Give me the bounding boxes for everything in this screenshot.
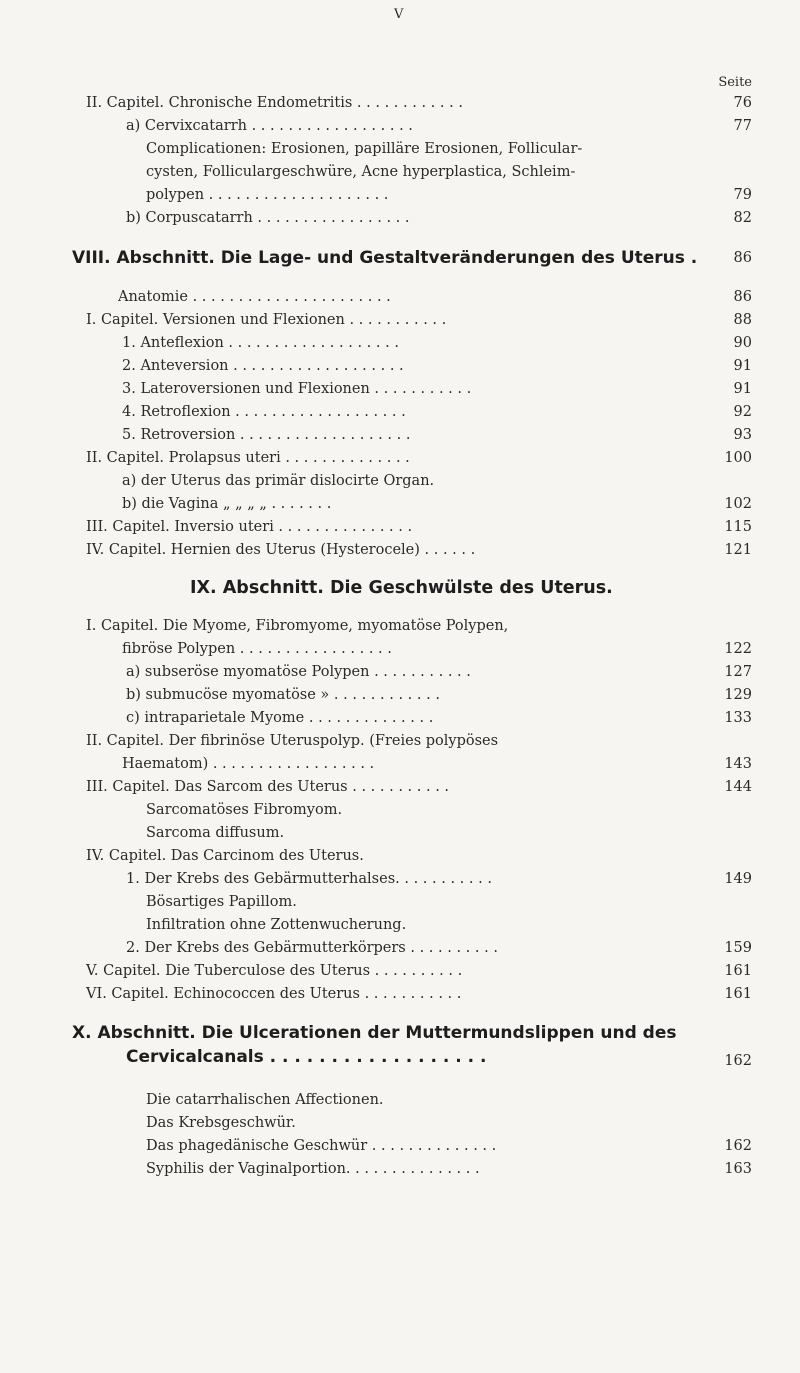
section-heading: VIII. Abschnitt. Die Lage- und Gestaltveränderungen des Uterus .	[72, 248, 698, 268]
toc-entry: III. Capitel. Inversio uteri . . . . . . . . . . . . . . .	[86, 519, 413, 535]
toc-entry: 2. Der Krebs des Gebärmutterkörpers . . . . . . . . . .	[126, 940, 498, 956]
toc-page-ref: 86	[733, 250, 752, 266]
toc-entry: b) die Vagina „ „ „ „ . . . . . . .	[122, 496, 332, 512]
toc-page-ref: 144	[724, 779, 752, 795]
toc-entry: II. Capitel. Prolapsus uteri . . . . . . . . . . . . . .	[86, 450, 410, 466]
toc-page-ref: 161	[724, 963, 752, 979]
toc-page-ref: 88	[733, 312, 752, 328]
toc-entry: a) der Uterus das primär dislocirte Organ.	[122, 473, 435, 489]
toc-page-ref: 100	[724, 450, 752, 466]
toc-page-ref: 162	[724, 1053, 752, 1069]
toc-entry: a) Cervixcatarrh . . . . . . . . . . . . . . . . . .	[126, 118, 413, 134]
toc-page-ref: 122	[724, 641, 752, 657]
toc-page-ref: 159	[724, 940, 752, 956]
toc-entry: b) submucöse myomatöse » . . . . . . . . . . . .	[126, 687, 440, 703]
toc-entry: II. Capitel. Der fibrinöse Uteruspolyp. (Freies polypöses	[86, 733, 499, 749]
toc-entry: c) intraparietale Myome . . . . . . . . . . . . . .	[126, 710, 434, 726]
toc-entry: I. Capitel. Die Myome, Fibromyome, myomatöse Polypen,	[86, 618, 509, 634]
toc-page-ref: 92	[733, 404, 752, 420]
toc-page-ref: 129	[724, 687, 752, 703]
toc-entry: a) subseröse myomatöse Polypen . . . . . . . . . . .	[126, 664, 471, 680]
toc-page-ref: 133	[724, 710, 752, 726]
toc-page-ref: 91	[733, 381, 752, 397]
toc-entry: Sarcomatöses Fibromyom.	[146, 802, 343, 818]
seite-label: Seite	[718, 75, 752, 90]
toc-entry: 5. Retroversion . . . . . . . . . . . . . . . . . . .	[122, 427, 411, 443]
toc-entry: Syphilis der Vaginalportion. . . . . . . . . . . . . . .	[146, 1161, 480, 1177]
toc-page-ref: 102	[724, 496, 752, 512]
toc-entry: b) Corpuscatarrh . . . . . . . . . . . . . . . . .	[126, 210, 410, 226]
toc-page-ref: 76	[733, 95, 752, 111]
toc-page-ref: 121	[724, 542, 752, 558]
toc-entry: Bösartiges Papillom.	[146, 894, 297, 910]
toc-entry: VI. Capitel. Echinococcen des Uterus . . . . . . . . . . .	[86, 986, 462, 1002]
toc-entry: I. Capitel. Versionen und Flexionen . . . . . . . . . . .	[86, 312, 447, 328]
toc-entry: Anatomie . . . . . . . . . . . . . . . . . . . . . .	[118, 289, 391, 305]
toc-page-ref: 149	[724, 871, 752, 887]
toc-entry: IV. Capitel. Hernien des Uterus (Hysterocele) . . . . . .	[86, 542, 476, 558]
toc-entry: fibröse Polypen . . . . . . . . . . . . . . . . .	[122, 641, 392, 657]
toc-page-ref: 82	[733, 210, 752, 226]
toc-page-ref: 115	[724, 519, 752, 535]
toc-entry: 1. Der Krebs des Gebärmutterhalses. . . . . . . . . . .	[126, 871, 492, 887]
toc-page-ref: 127	[724, 664, 752, 680]
toc-entry: IV. Capitel. Das Carcinom des Uterus.	[86, 848, 364, 864]
toc-entry: cysten, Folliculargeschwüre, Acne hyperplastica, Schleim-	[146, 164, 576, 180]
toc-entry: Die catarrhalischen Affectionen.	[146, 1092, 384, 1108]
toc-page-ref: 163	[724, 1161, 752, 1177]
toc-page-ref: 86	[733, 289, 752, 305]
toc-page-ref: 79	[733, 187, 752, 203]
section-heading: X. Abschnitt. Die Ulcerationen der Muttermundslippen und des	[72, 1023, 677, 1043]
toc-page-ref: 77	[733, 118, 752, 134]
toc-page-ref: 161	[724, 986, 752, 1002]
toc-entry: V. Capitel. Die Tuberculose des Uterus . . . . . . . . . .	[86, 963, 463, 979]
toc-entry: polypen . . . . . . . . . . . . . . . . . . . .	[146, 187, 389, 203]
toc-entry: Sarcoma diffusum.	[146, 825, 285, 841]
toc-page-ref: 91	[733, 358, 752, 374]
toc-entry: Infiltration ohne Zottenwucherung.	[146, 917, 407, 933]
toc-entry: Haematom) . . . . . . . . . . . . . . . . . .	[122, 756, 375, 772]
page-number: V	[394, 7, 404, 22]
section-heading: IX. Abschnitt. Die Geschwülste des Uterus.	[190, 578, 613, 598]
toc-entry: Das phagedänische Geschwür . . . . . . . . . . . . . .	[146, 1138, 497, 1154]
toc-entry: Das Krebsgeschwür.	[146, 1115, 296, 1131]
toc-entry: III. Capitel. Das Sarcom des Uterus . . . . . . . . . . .	[86, 779, 450, 795]
toc-entry: II. Capitel. Chronische Endometritis . . . . . . . . . . . .	[86, 95, 463, 111]
toc-page-ref: 93	[733, 427, 752, 443]
toc-entry: Complicationen: Erosionen, papilläre Erosionen, Follicular-	[146, 141, 583, 157]
toc-entry: 3. Lateroversionen und Flexionen . . . . . . . . . . .	[122, 381, 472, 397]
section-heading: Cervicalcanals . . . . . . . . . . . . . . . . . .	[126, 1047, 487, 1067]
toc-page-ref: 143	[724, 756, 752, 772]
toc-entry: 2. Anteversion . . . . . . . . . . . . . . . . . . .	[122, 358, 404, 374]
toc-entry: 4. Retroflexion . . . . . . . . . . . . . . . . . . .	[122, 404, 406, 420]
toc-entry: 1. Anteflexion . . . . . . . . . . . . . . . . . . .	[122, 335, 399, 351]
toc-page-ref: 162	[724, 1138, 752, 1154]
toc-page-ref: 90	[733, 335, 752, 351]
